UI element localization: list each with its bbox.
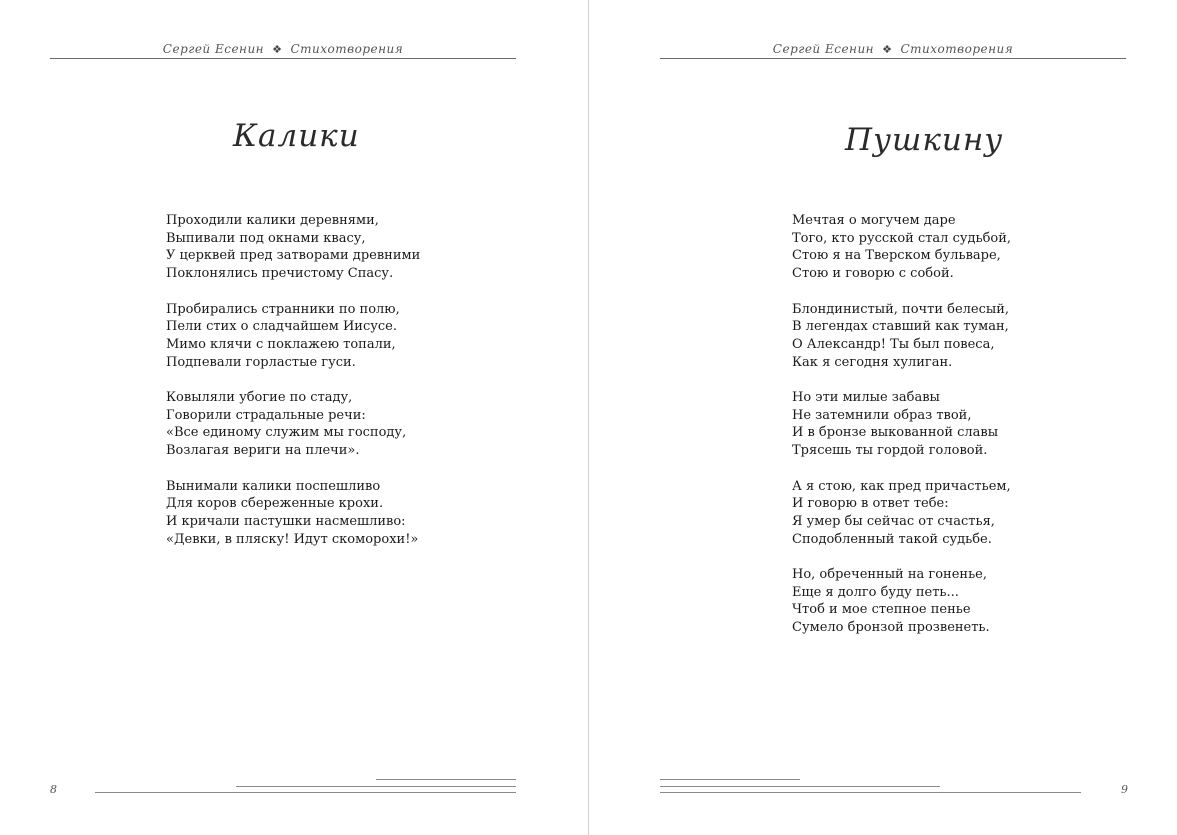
poem-line: Но, обреченный на гоненье, xyxy=(792,567,987,582)
page-number: 8 xyxy=(50,783,57,796)
footer-rule xyxy=(95,792,516,793)
poem-line: Возлагая вериги на плечи». xyxy=(166,443,360,459)
left-page xyxy=(0,0,588,835)
header-rule xyxy=(660,58,1126,59)
running-head-author: Сергей Есенин xyxy=(162,42,265,56)
poem-line: Мечтая о могучем даре xyxy=(792,213,956,228)
poem-line: Чтоб и мое степное пенье xyxy=(792,602,971,618)
poem-line: Стою и говорю с собой. xyxy=(792,266,954,282)
poem-line: Для коров сбереженные крохи. xyxy=(166,496,384,512)
poem-line: В легендах ставший как туман, xyxy=(792,319,1009,335)
poem-title: Пушкину xyxy=(845,122,1004,158)
poem-line: Сподобленный такой судьбе. xyxy=(792,531,992,547)
poem-line: А я стою, как пред причастьем, xyxy=(792,478,1011,494)
stanza xyxy=(792,301,1011,372)
poem-line: Как я сегодня хулиган. xyxy=(792,354,953,370)
poem-line: Не затемнили образ твой, xyxy=(792,407,972,423)
footer-rule xyxy=(660,792,1081,793)
poem-line: О Александр! Ты был повеса, xyxy=(792,336,995,352)
poem-line: Проходили калики деревнями, xyxy=(166,213,379,228)
poem-line: Пели стих о сладчайшем Иисусе. xyxy=(166,319,398,335)
poem-line: И в бронзе выкованной славы xyxy=(792,425,999,441)
footer-rule xyxy=(236,786,516,787)
stanza xyxy=(166,389,420,460)
poem-line: Выпивали под окнами квасу, xyxy=(166,230,366,246)
poem-line: Подпевали горластые гуси. xyxy=(166,354,356,370)
header-rule xyxy=(50,58,516,59)
poem-line: Я умер бы сейчас от счастья, xyxy=(792,513,995,529)
poem-line: Еще я долго буду петь... xyxy=(792,584,959,600)
poem-line: Вынимали калики поспешливо xyxy=(166,478,381,494)
poem-line: Стою я на Тверском бульваре, xyxy=(792,248,1001,264)
poem-line: «Девки, в пляску! Идут скоморохи!» xyxy=(166,531,419,547)
poem-line: «Все единому служим мы господу, xyxy=(166,425,407,441)
poem-line: Поклонялись пречистому Спасу. xyxy=(166,266,394,282)
poem-line: Но эти милые забавы xyxy=(792,390,940,405)
poem-line: Трясешь ты гордой головой. xyxy=(792,443,988,459)
poem-line: Пробирались странники по полю, xyxy=(166,301,400,317)
running-head xyxy=(50,40,516,58)
poem-body xyxy=(166,212,420,566)
ornament-icon: ❖ xyxy=(272,42,283,56)
running-head-book: Стихотворения xyxy=(900,42,1014,56)
poem-line: Блондинистый, почти белесый, xyxy=(792,301,1010,317)
running-head-book: Стихотворения xyxy=(290,42,404,56)
stanza xyxy=(792,212,1011,283)
poem-line: Сумело бронзой прозвенеть. xyxy=(792,620,990,636)
stanza xyxy=(792,389,1011,460)
stanza xyxy=(166,478,420,549)
poem-body xyxy=(792,212,1011,655)
footer-rule xyxy=(660,779,800,780)
poem-title: Калики xyxy=(233,118,360,154)
ornament-icon: ❖ xyxy=(882,42,893,56)
running-head-author: Сергей Есенин xyxy=(772,42,875,56)
poem-line: Говорили страдальные речи: xyxy=(166,407,366,423)
stanza xyxy=(792,478,1011,549)
poem-line: И кричали пастушки насмешливо: xyxy=(166,513,406,529)
stanza xyxy=(166,212,420,283)
poem-line: Ковыляли убогие по стаду, xyxy=(166,390,353,405)
poem-line: Мимо клячи с поклажею топали, xyxy=(166,336,396,352)
footer-rule xyxy=(660,786,940,787)
footer-rule xyxy=(376,779,516,780)
stanza xyxy=(792,566,1011,637)
poem-line: И говорю в ответ тебе: xyxy=(792,496,949,512)
page-number: 9 xyxy=(1121,783,1128,796)
running-head xyxy=(660,40,1126,58)
right-page xyxy=(589,0,1177,835)
poem-line: У церквей пред затворами древними xyxy=(166,248,421,264)
stanza xyxy=(166,301,420,372)
poem-line: Того, кто русской стал судьбой, xyxy=(792,230,1012,246)
